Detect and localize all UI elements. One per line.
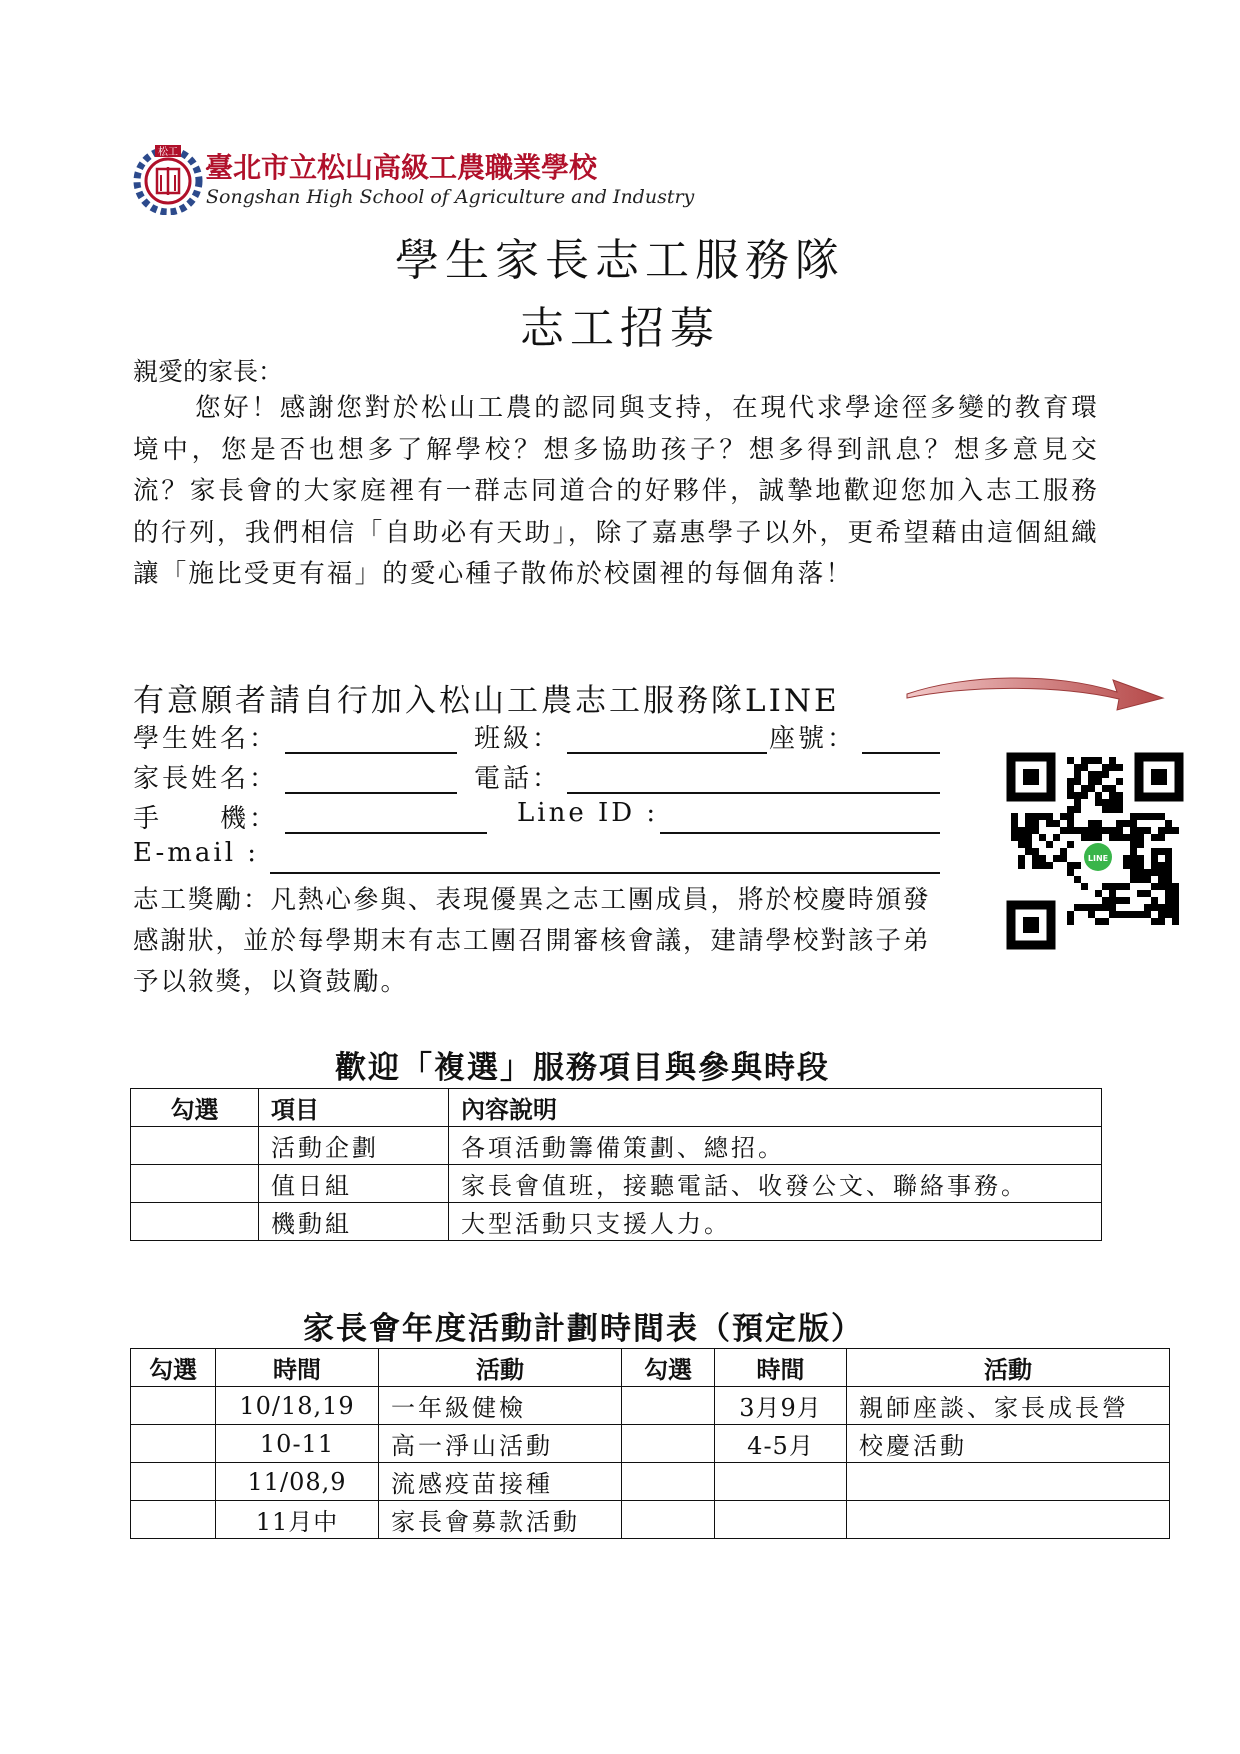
curved-arrow-icon — [905, 672, 1165, 732]
email-label: E-mail : — [133, 838, 260, 868]
table-row — [131, 1387, 1170, 1425]
schedule-time: 10/18,19 — [216, 1387, 379, 1425]
school-name-en: Songshan High School of Agriculture and Industry — [206, 186, 695, 208]
table-row — [131, 1425, 1170, 1463]
join-line-text: 有意願者請自行加入松山工農志工服務隊LINE — [133, 683, 840, 719]
schedule-activity — [847, 1463, 1170, 1501]
parent-name-label: 家長姓名： — [133, 764, 279, 794]
table-header-row — [131, 1349, 1170, 1387]
schedule-activity: 親師座談、家長成長營 — [847, 1387, 1170, 1425]
line-id-label: Line ID : — [517, 798, 659, 828]
checkbox-cell[interactable] — [622, 1425, 715, 1463]
service-item: 機動組 — [259, 1203, 449, 1241]
line-id-field[interactable] — [660, 832, 940, 834]
page-title: 學生家長志工服務隊 — [395, 235, 845, 286]
svg-text:LINE: LINE — [1087, 854, 1109, 863]
schedule-time: 4-5月 — [715, 1425, 847, 1463]
checkbox-cell[interactable] — [622, 1501, 715, 1539]
schedule-title: 家長會年度活動計劃時間表（預定版） — [303, 1311, 864, 1347]
student-name-label: 學生姓名： — [133, 724, 279, 754]
checkbox-cell[interactable] — [622, 1387, 715, 1425]
volunteer-reward-text: 志工獎勵：凡熱心參與、表現優異之志工團成員，將於校慶時頒發感謝狀，並於每學期末有志工團召開審核會議，建請學校對該子弟予以敘獎，以資鼓勵。 — [133, 885, 931, 997]
seat-no-field[interactable] — [862, 752, 940, 754]
schedule-time — [715, 1463, 847, 1501]
checkbox-cell[interactable] — [131, 1501, 216, 1539]
letter-body: 您好！感謝您對於松山工農的認同與支持，在現代求學途徑多變的教育環境中，您是否也想多了解學校？想多協助孩子？想多得到訊息？想多意見交流？家長會的大家庭裡有一群志同道合的好夥伴，誠摯地歡迎您加入志工服務的行列，我們相信「自助必有天助」，除了嘉惠學子以外，更希望藉由這個組織讓「施比受更有福」的愛心種子散佈於校園裡的每個角落！ — [133, 393, 1099, 589]
col-header-desc: 內容說明 — [449, 1089, 1102, 1127]
schedule-activity: 流感疫苗接種 — [379, 1463, 622, 1501]
table-row — [131, 1203, 1102, 1241]
schedule-activity — [847, 1501, 1170, 1539]
col-header-check: 勾選 — [622, 1349, 715, 1387]
table-row — [131, 1501, 1170, 1539]
school-name-zh: 臺北市立松山高級工農職業學校 — [205, 151, 598, 184]
table-header-row — [131, 1089, 1102, 1127]
schedule-time — [715, 1501, 847, 1539]
svg-text:松工: 松工 — [158, 147, 178, 158]
services-title: 歡迎「複選」服務項目與參與時段 — [335, 1050, 830, 1086]
phone-label: 電話： — [474, 764, 562, 794]
table-row — [131, 1165, 1102, 1203]
phone-field[interactable] — [567, 792, 940, 794]
col-header-time: 時間 — [216, 1349, 379, 1387]
service-desc: 大型活動只支援人力。 — [449, 1203, 1102, 1241]
seat-no-label: 座號： — [769, 724, 857, 754]
letter-greeting: 親愛的家長： — [133, 357, 284, 386]
class-field[interactable] — [567, 752, 767, 754]
schedule-activity: 家長會募款活動 — [379, 1501, 622, 1539]
line-qr-code[interactable] — [1000, 735, 1200, 965]
schedule-activity: 高一淨山活動 — [379, 1425, 622, 1463]
student-name-field[interactable] — [285, 752, 457, 754]
service-item: 值日組 — [259, 1165, 449, 1203]
schedule-time: 11月中 — [216, 1501, 379, 1539]
service-item: 活動企劃 — [259, 1127, 449, 1165]
col-header-activity: 活動 — [379, 1349, 622, 1387]
checkbox-cell[interactable] — [131, 1463, 216, 1501]
email-field[interactable] — [270, 872, 940, 874]
schedule-time: 10-11 — [216, 1425, 379, 1463]
col-header-check: 勾選 — [131, 1349, 216, 1387]
table-row — [131, 1127, 1102, 1165]
page-subtitle: 志工招募 — [520, 303, 720, 354]
services-table — [130, 1088, 1102, 1241]
col-header-item: 項目 — [259, 1089, 449, 1127]
col-header-activity: 活動 — [847, 1349, 1170, 1387]
schedule-time: 11/08,9 — [216, 1463, 379, 1501]
table-row — [131, 1463, 1170, 1501]
parent-name-field[interactable] — [285, 792, 457, 794]
mobile-field[interactable] — [285, 832, 487, 834]
checkbox-cell[interactable] — [131, 1387, 216, 1425]
schedule-activity: 一年級健檢 — [379, 1387, 622, 1425]
schedule-activity: 校慶活動 — [847, 1425, 1170, 1463]
checkbox-cell[interactable] — [622, 1463, 715, 1501]
schedule-table — [130, 1348, 1170, 1539]
mobile-label: 手 機： — [133, 804, 279, 834]
service-desc: 家長會值班，接聽電話、收發公文、聯絡事務。 — [449, 1165, 1102, 1203]
col-header-check: 勾選 — [131, 1089, 259, 1127]
checkbox-cell[interactable] — [131, 1425, 216, 1463]
checkbox-cell[interactable] — [131, 1203, 259, 1241]
school-logo — [133, 143, 203, 215]
schedule-time: 3月9月 — [715, 1387, 847, 1425]
checkbox-cell[interactable] — [131, 1127, 259, 1165]
service-desc: 各項活動籌備策劃、總招。 — [449, 1127, 1102, 1165]
class-label: 班級： — [474, 724, 562, 754]
col-header-time: 時間 — [715, 1349, 847, 1387]
checkbox-cell[interactable] — [131, 1165, 259, 1203]
